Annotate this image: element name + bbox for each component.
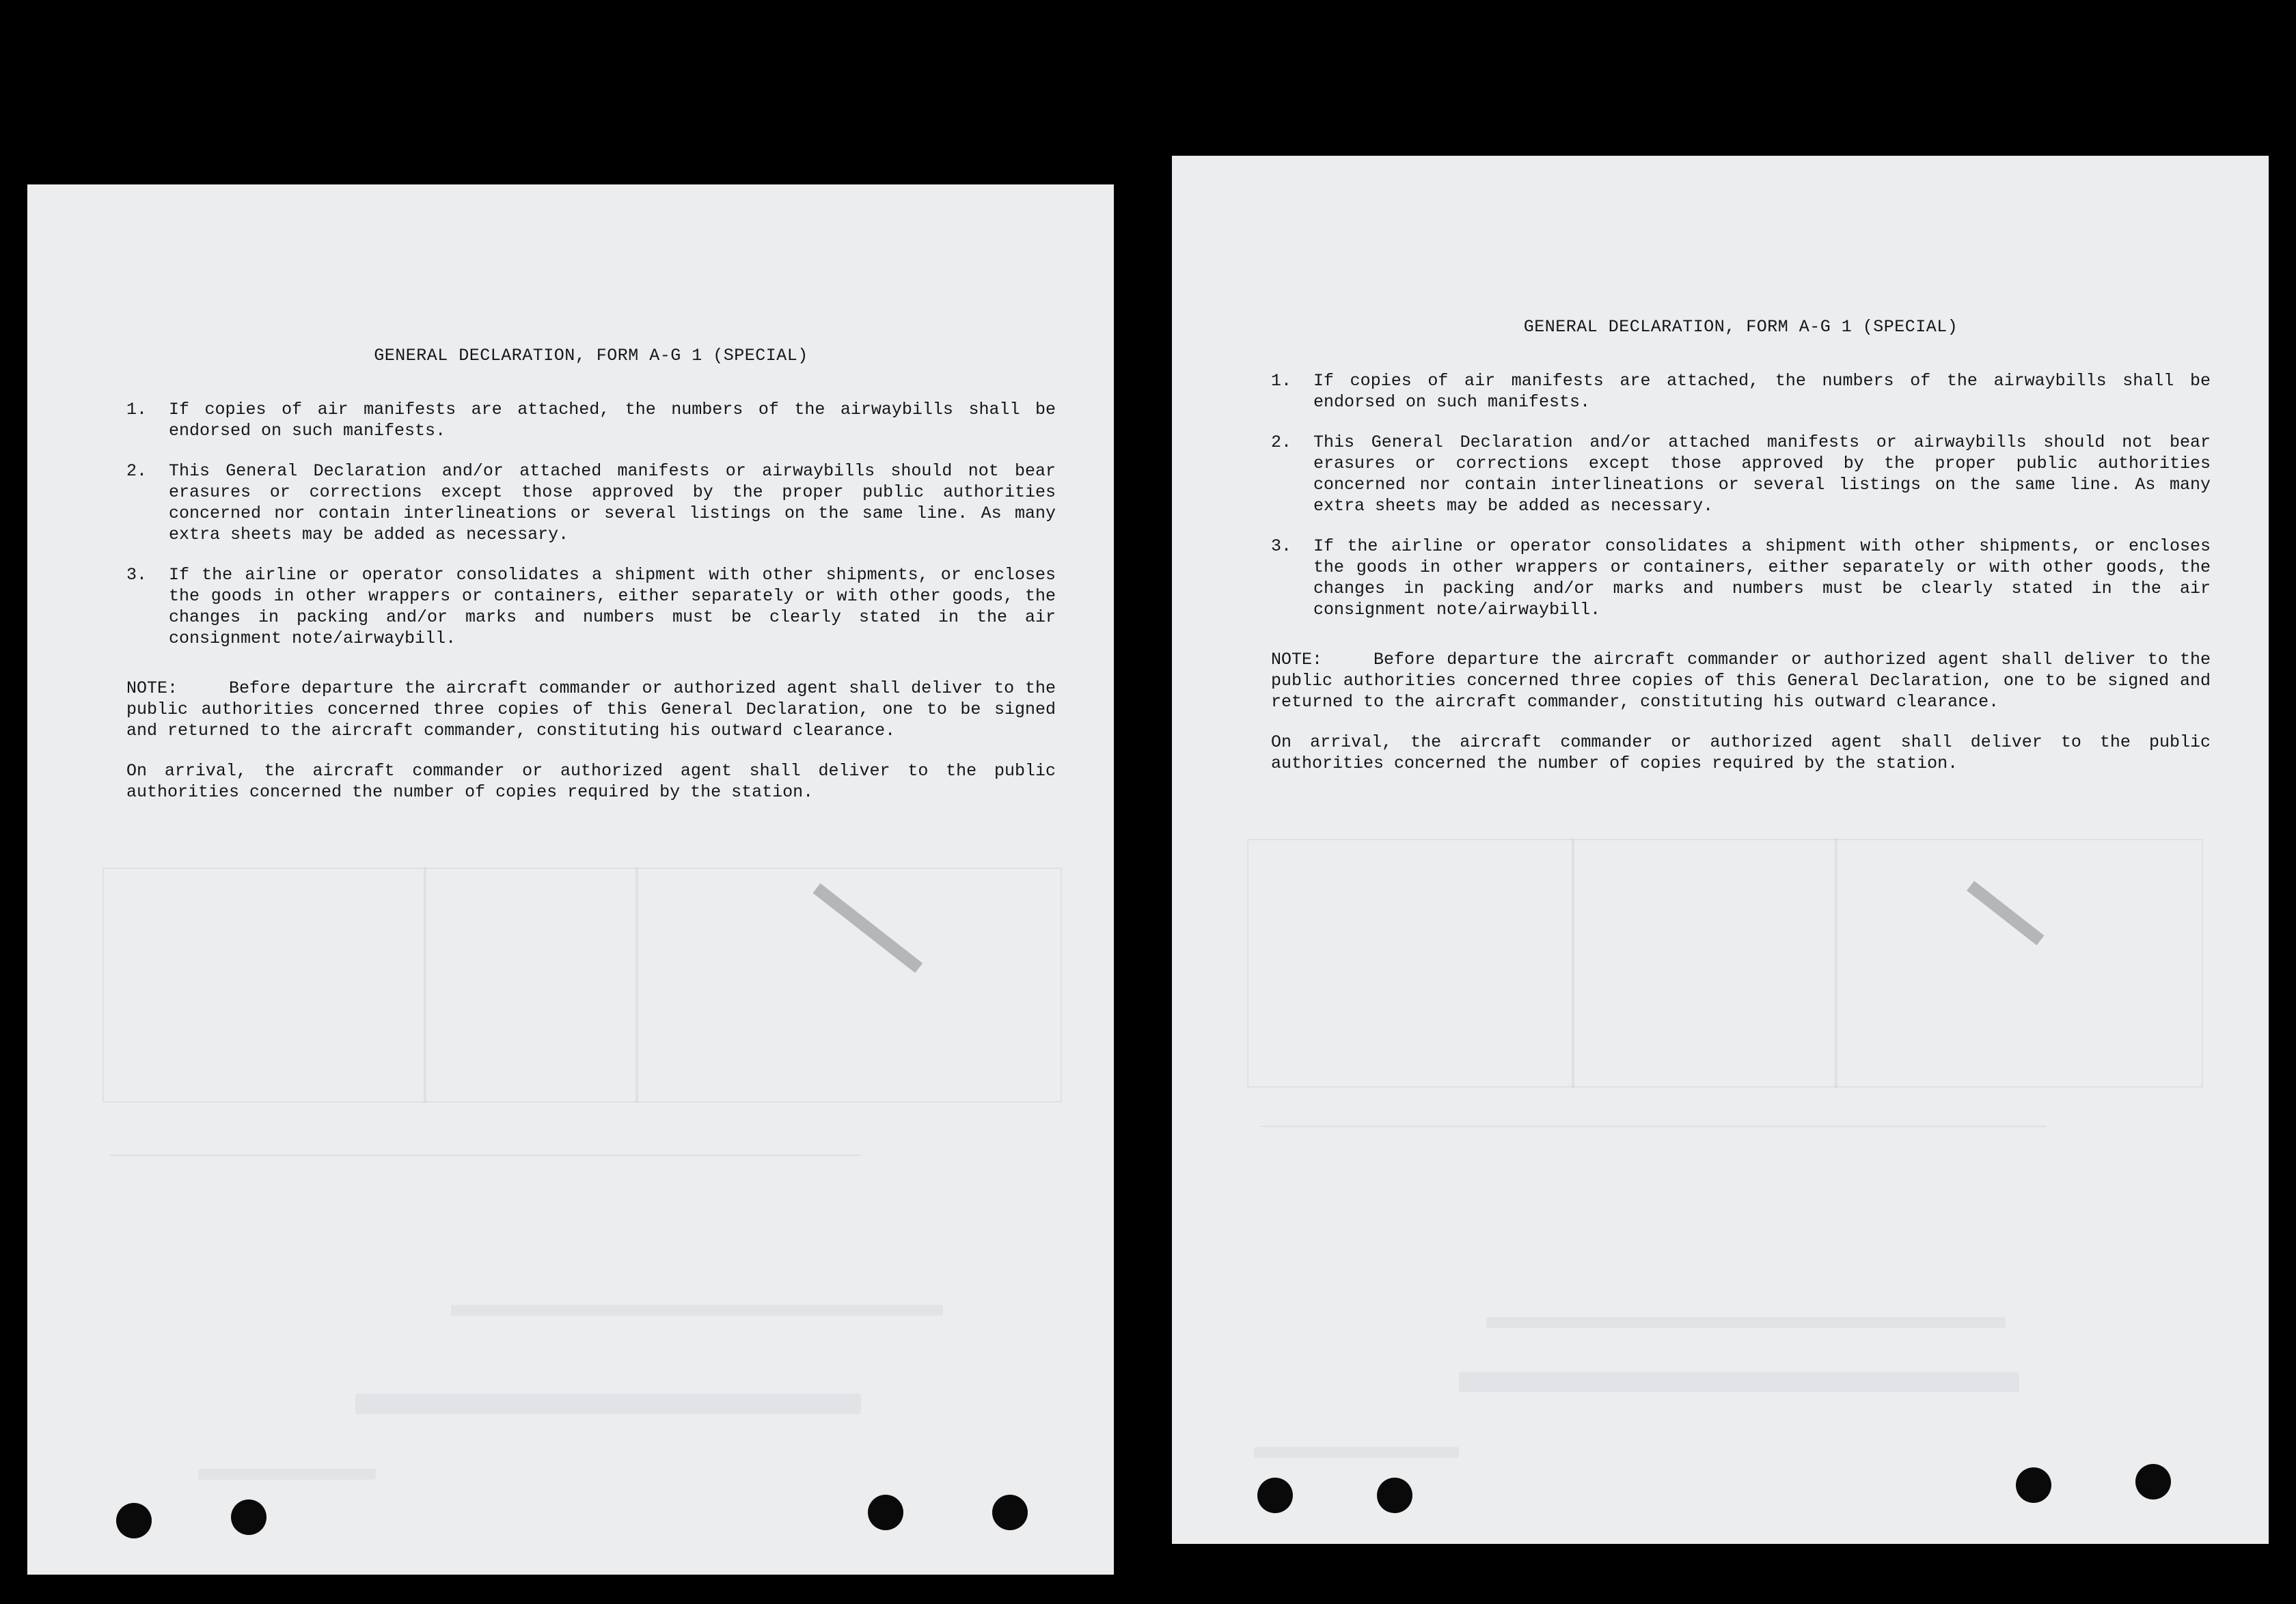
punch-hole-icon [2016,1467,2051,1503]
note-paragraph [1271,649,2211,713]
punch-hole-icon [992,1495,1028,1530]
punch-hole-icon [1377,1478,1412,1513]
bleed-through-table [1247,839,2203,1088]
item-number: 1. [126,400,148,419]
instruction-item [1271,432,2211,516]
bleed-through-text [1459,1372,2019,1392]
instruction-item [1271,536,2211,620]
note-text: Before departure the aircraft commander or authorized agent shall deliver to the public authorities concerned three copies of this General Declaration, one to be signed and returned to the aircraft commander, constituting his outward clearance. [126,678,1056,741]
bleed-through-line [1261,1126,2047,1127]
document-body [126,345,1056,803]
bleed-through-text [1486,1317,2006,1328]
bleed-through-column [1572,839,1574,1088]
punch-hole-icon [868,1495,903,1530]
document-page-right [1172,156,2269,1544]
instruction-item [1271,370,2211,413]
item-number: 2. [126,461,148,481]
arrival-paragraph: On arrival, the aircraft commander or authorized agent shall deliver to the public authorities concerned the number of copies required by the station. [1271,732,2211,773]
punch-hole-icon [1257,1478,1293,1513]
note-paragraph [126,678,1056,741]
instruction-item [126,460,1056,545]
item-number: 3. [126,565,148,585]
bleed-through-text [355,1394,861,1414]
punch-hole-icon [116,1503,152,1538]
punch-hole-icon [2135,1464,2171,1499]
item-number: 1. [1271,371,1292,391]
document-body [1271,316,2211,774]
instruction-item [126,399,1056,441]
bleed-through-line [109,1154,861,1156]
bleed-through-text [451,1305,943,1316]
page-title: GENERAL DECLARATION, FORM A-G 1 (SPECIAL) [1523,317,1958,337]
item-number: 3. [1271,536,1292,556]
bleed-through-column [636,868,638,1103]
bleed-through-table [102,868,1062,1103]
item-text: This General Declaration and/or attached manifests or airwaybills should not bear erasures or corrections except those approved by the proper public authorities concerned nor contain interlineations or several listings on the same line. As many extra sheets may be added as necessary. [1313,432,2211,516]
item-text: If the airline or operator consolidates a shipment with other shipments, or encloses the goods in other wrappers or containers, either separately or with other goods, the changes in packing and/or marks and numbers must be clearly stated in the air consignment note/airwaybill. [1313,536,2211,620]
page-title: GENERAL DECLARATION, FORM A-G 1 (SPECIAL) [374,346,808,365]
note-text: Before departure the aircraft commander or authorized agent shall deliver to the public authorities concerned three copies of this General Declaration, one to be signed and returned to the aircraft commander, constituting his outward clearance. [1271,650,2211,712]
instruction-item [126,564,1056,649]
bleed-through-text [198,1469,376,1480]
item-text: This General Declaration and/or attached manifests or airwaybills should not bear erasures or corrections except those approved by the proper public authorities concerned nor contain interlineations or several listings on the same line. As many extra sheets may be added as necessary. [169,461,1056,544]
item-text: If copies of air manifests are attached, the numbers of the airwaybills shall be endorsed on such manifests. [169,400,1056,441]
document-page-left [27,184,1114,1575]
note-label: NOTE: [1271,650,1323,669]
arrival-paragraph: On arrival, the aircraft commander or authorized agent shall deliver to the public authorities concerned the number of copies required by the station. [126,761,1056,802]
note-label: NOTE: [126,678,178,698]
item-text: If copies of air manifests are attached, the numbers of the airwaybills shall be endorsed on such manifests. [1313,371,2211,412]
item-text: If the airline or operator consolidates a shipment with other shipments, or encloses the goods in other wrappers or containers, either separately or with other goods, the changes in packing and/or marks and numbers must be clearly stated in the air consignment note/airwaybill. [169,565,1056,648]
item-number: 2. [1271,432,1292,452]
bleed-through-column [424,868,426,1103]
bleed-through-text [1254,1447,1459,1458]
bleed-through-column [1835,839,1837,1088]
punch-hole-icon [231,1499,266,1535]
